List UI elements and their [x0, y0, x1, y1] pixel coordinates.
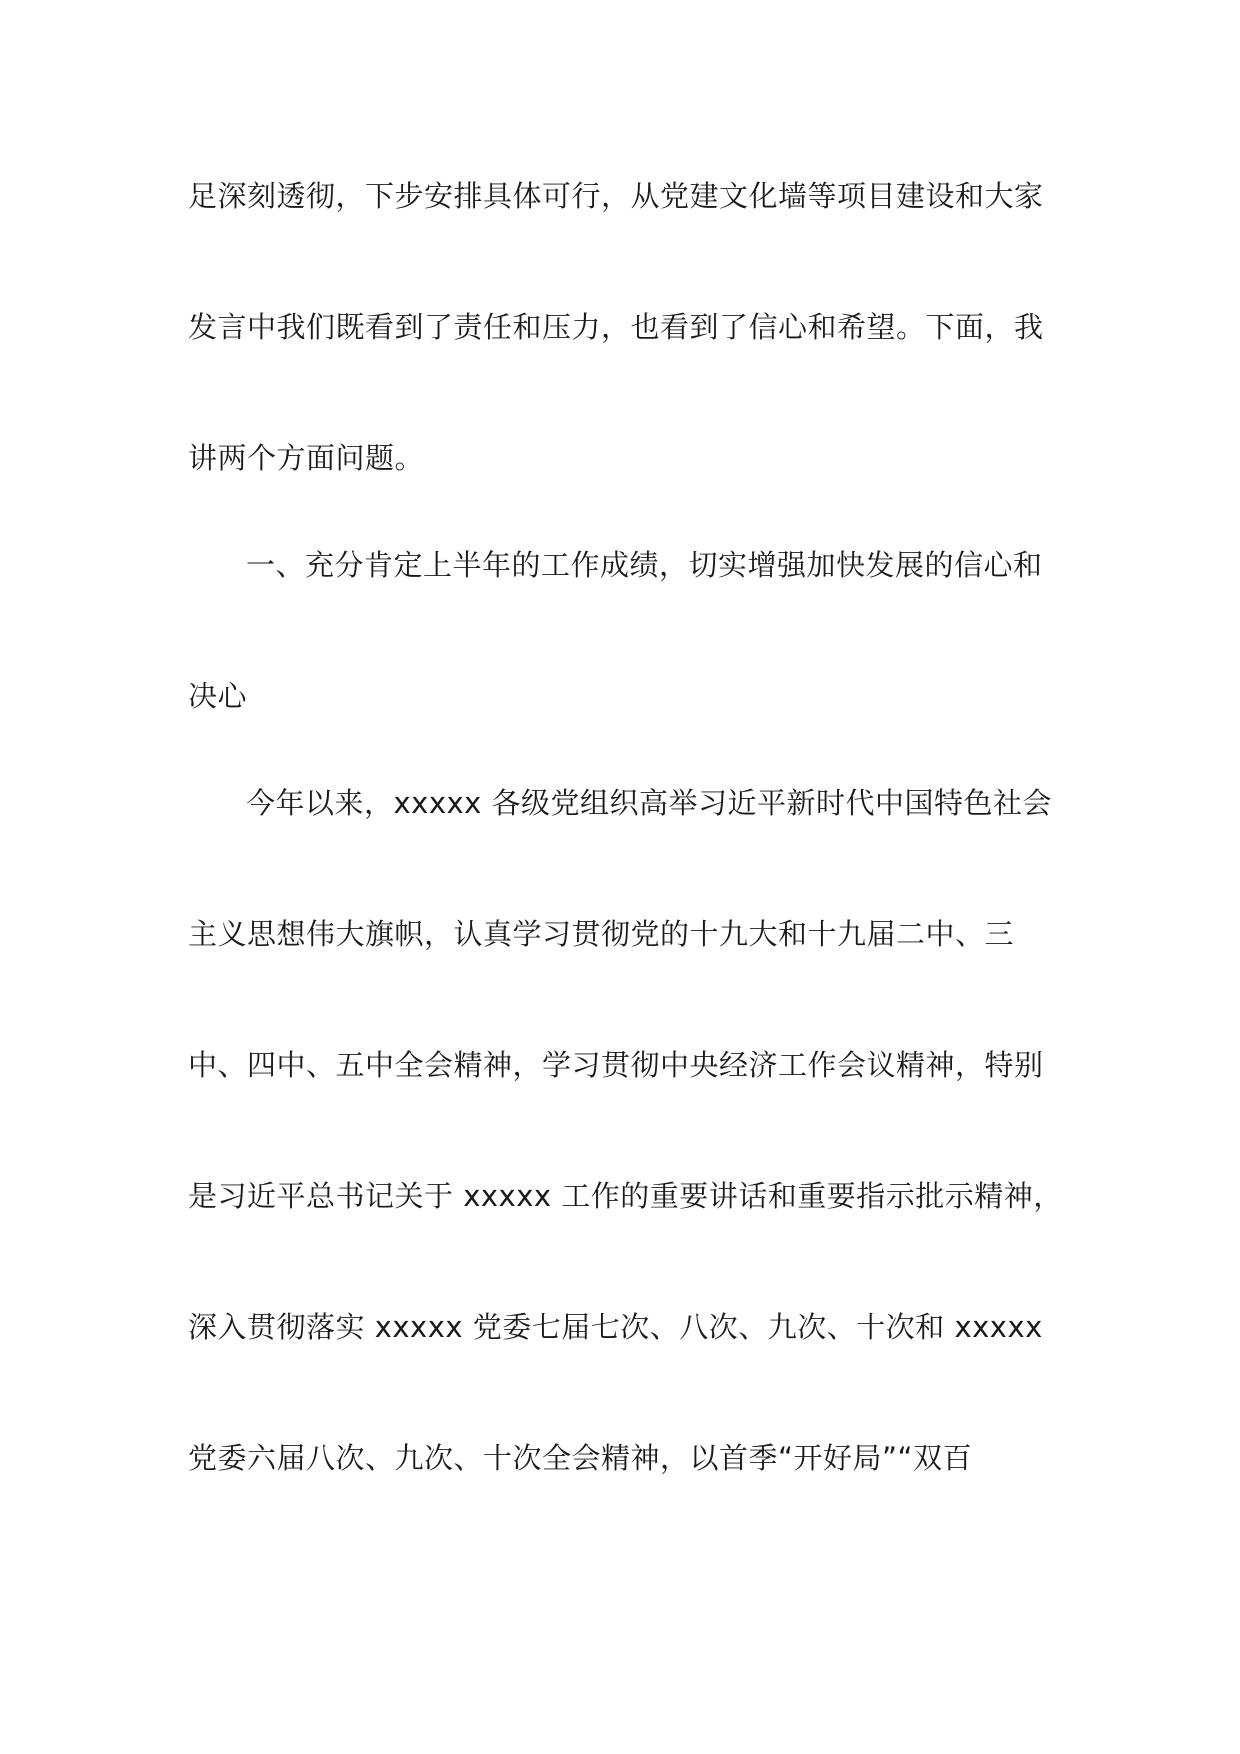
text-line-7: 主义思想伟大旗帜，认真学习贯彻党的十九大和十九届二中、三 [188, 917, 1015, 951]
section-heading-line-1: 一、充分肯定上半年的工作成绩，切实增强加快发展的信心和 [246, 548, 1043, 582]
text-line-11: 党委六届八次、九次、十次全会精神，以首季“开好局”“双百 [188, 1441, 973, 1475]
text-line-3: 讲两个方面问题。 [188, 441, 425, 475]
text-line-1: 足深刻透彻，下步安排具体可行，从党建文化墙等项目建设和大家 [188, 179, 1044, 213]
text-line-2: 发言中我们既看到了责任和压力，也看到了信心和希望。下面，我 [188, 310, 1044, 344]
text-line-6: 今年以来，xxxxx 各级党组织高举习近平新时代中国特色社会 [246, 786, 1053, 820]
text-line-8: 中、四中、五中全会精神，学习贯彻中央经济工作会议精神，特别 [188, 1048, 1044, 1082]
section-heading-line-2: 决心 [188, 679, 248, 713]
text-line-9: 是习近平总书记关于 xxxxx 工作的重要讲话和重要指示批示精神， [188, 1179, 1063, 1213]
text-line-10: 深入贯彻落实 xxxxx 党委七届七次、八次、九次、十次和 xxxxx [188, 1310, 1043, 1344]
